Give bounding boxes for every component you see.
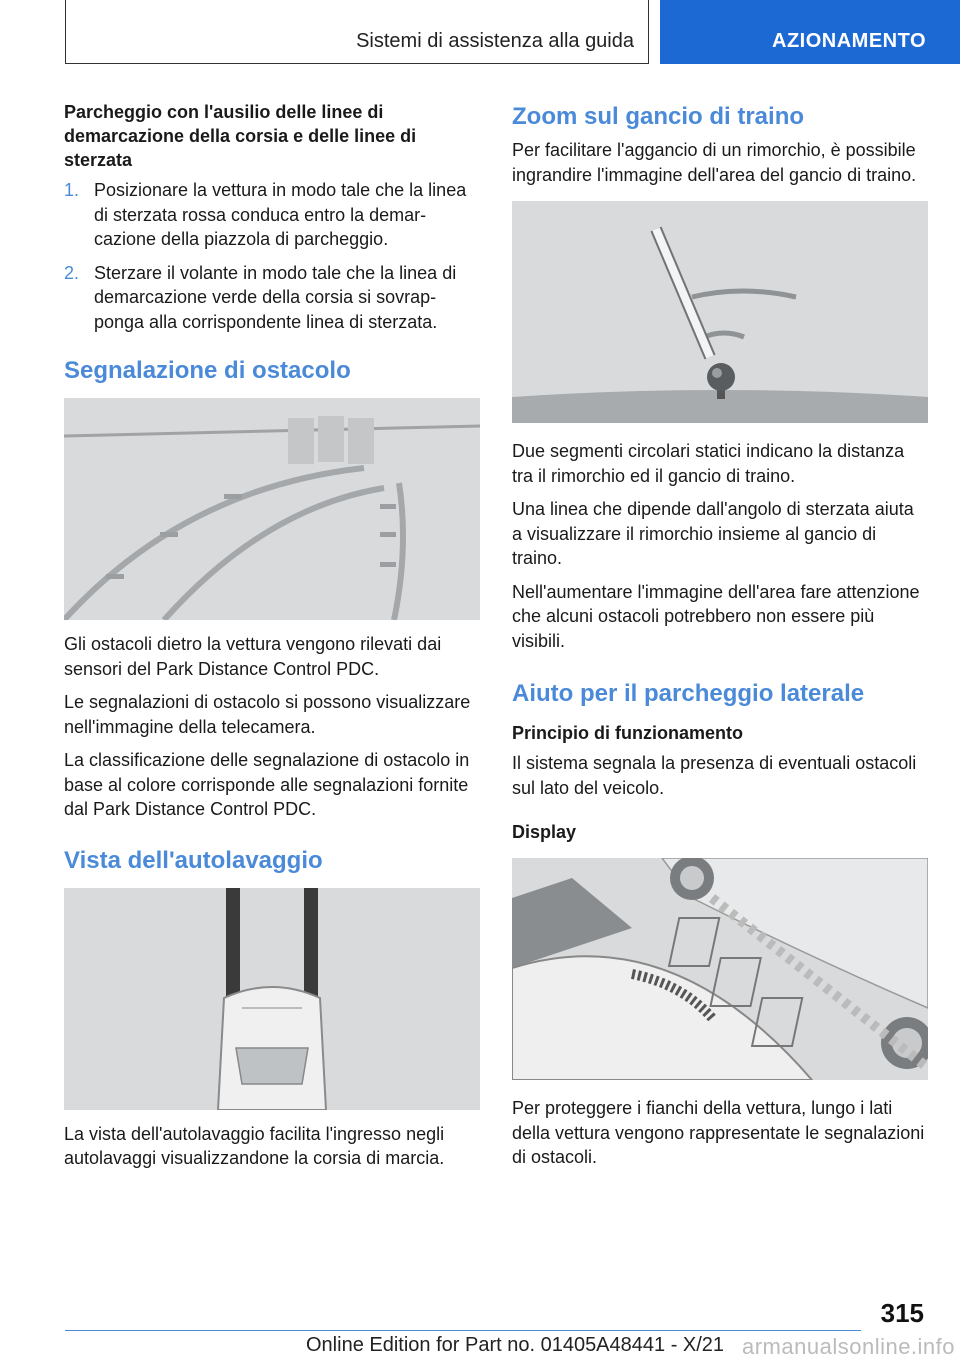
obstacle-paragraph-1: Gli ostacoli dietro la vettura vengono rilevati dai sensori del Park Distance Control PDC. bbox=[64, 634, 442, 679]
header-section-title: Sistemi di assistenza alla guida bbox=[356, 30, 634, 52]
obstacle-image bbox=[64, 398, 480, 620]
page-number: 315 bbox=[880, 1298, 924, 1328]
zoom-paragraph-3: Una linea che dipende dall'angolo di sterzata aiuta a visualizzare il rimorchio insieme al gancio di traino. bbox=[512, 499, 914, 568]
obstacle-paragraph-3: La classificazione delle segnalazione di ostacolo in base al colore corrisponde alle segnalazioni fornite dal Park Distance Control PDC. bbox=[64, 750, 470, 819]
footer-divider bbox=[65, 1330, 861, 1331]
zoom-paragraph-1: Per facilitare l'aggancio di un rimorchio, è possibile ingrandire l'immagine dell'area del gancio di traino. bbox=[512, 140, 917, 185]
display-paragraph-1: Per proteggere i fianchi della vettura, lungo i lati della vettura vengono rappresentate le segnalazioni di ostacoli. bbox=[512, 1098, 925, 1167]
step-text: Posizionare la vettura in modo tale che la linea di sterzata rossa conduca entro la demarcazione della piazzola di parcheggio. bbox=[94, 180, 467, 249]
obstacle-heading: Segnalazione di ostacolo bbox=[64, 357, 351, 384]
step-text: Sterzare il volante in modo tale che la linea di demarcazione verde della corsia si sovrapponga alla corrispondente linea di sterzata. bbox=[94, 262, 457, 332]
step-2 bbox=[64, 261, 480, 335]
footer-edition: Online Edition for Part no. 01405A48441 - X/21 bbox=[306, 1334, 725, 1356]
zoom-paragraph-2: Due segmenti circolari statici indicano la distanza tra il rimorchio ed il gancio di traino. bbox=[512, 441, 905, 486]
right-column bbox=[512, 100, 928, 1179]
watermark: armanualsonline.info bbox=[742, 1334, 956, 1359]
carwash-heading: Vista dell'autolavaggio bbox=[64, 846, 323, 874]
zoom-image bbox=[512, 201, 928, 423]
step-number: 2. bbox=[64, 262, 80, 283]
zoom-heading: Zoom sul gancio di traino bbox=[512, 103, 805, 130]
obstacle-paragraph-2: Le segnalazioni di ostacolo si possono visualizzare nell'immagine della telecamera. bbox=[64, 692, 471, 737]
zoom-paragraph-4: Nell'aumentare l'immagine dell'area fare attenzione che alcuni ostacoli potrebbero non essere più visibili. bbox=[512, 581, 920, 651]
display-heading: Display bbox=[512, 822, 577, 842]
side-parking-heading: Aiuto per il parcheggio laterale bbox=[512, 680, 865, 707]
principle-paragraph-1: Il sistema segnala la presenza di eventuali ostacoli sul lato del veicolo. bbox=[512, 753, 917, 798]
carwash-image bbox=[64, 888, 480, 1110]
parking-heading: Parcheggio con l'ausilio delle linee di demarcazione della corsia e delle linee di sterzata bbox=[64, 102, 417, 170]
step-number: 1. bbox=[64, 180, 80, 200]
step-1 bbox=[64, 178, 480, 252]
header-section-box bbox=[65, 0, 649, 64]
left-column bbox=[64, 100, 480, 1180]
carwash-paragraph-1: La vista dell'autolavaggio facilita l'ingresso negli autolavaggi visualizzandone la corsia di marcia. bbox=[64, 1123, 445, 1168]
principle-heading: Principio di funzionamento bbox=[512, 723, 743, 743]
display-image bbox=[512, 858, 928, 1080]
header-chapter-tab bbox=[660, 0, 960, 64]
header-chapter-title: AZIONAMENTO bbox=[772, 30, 927, 52]
